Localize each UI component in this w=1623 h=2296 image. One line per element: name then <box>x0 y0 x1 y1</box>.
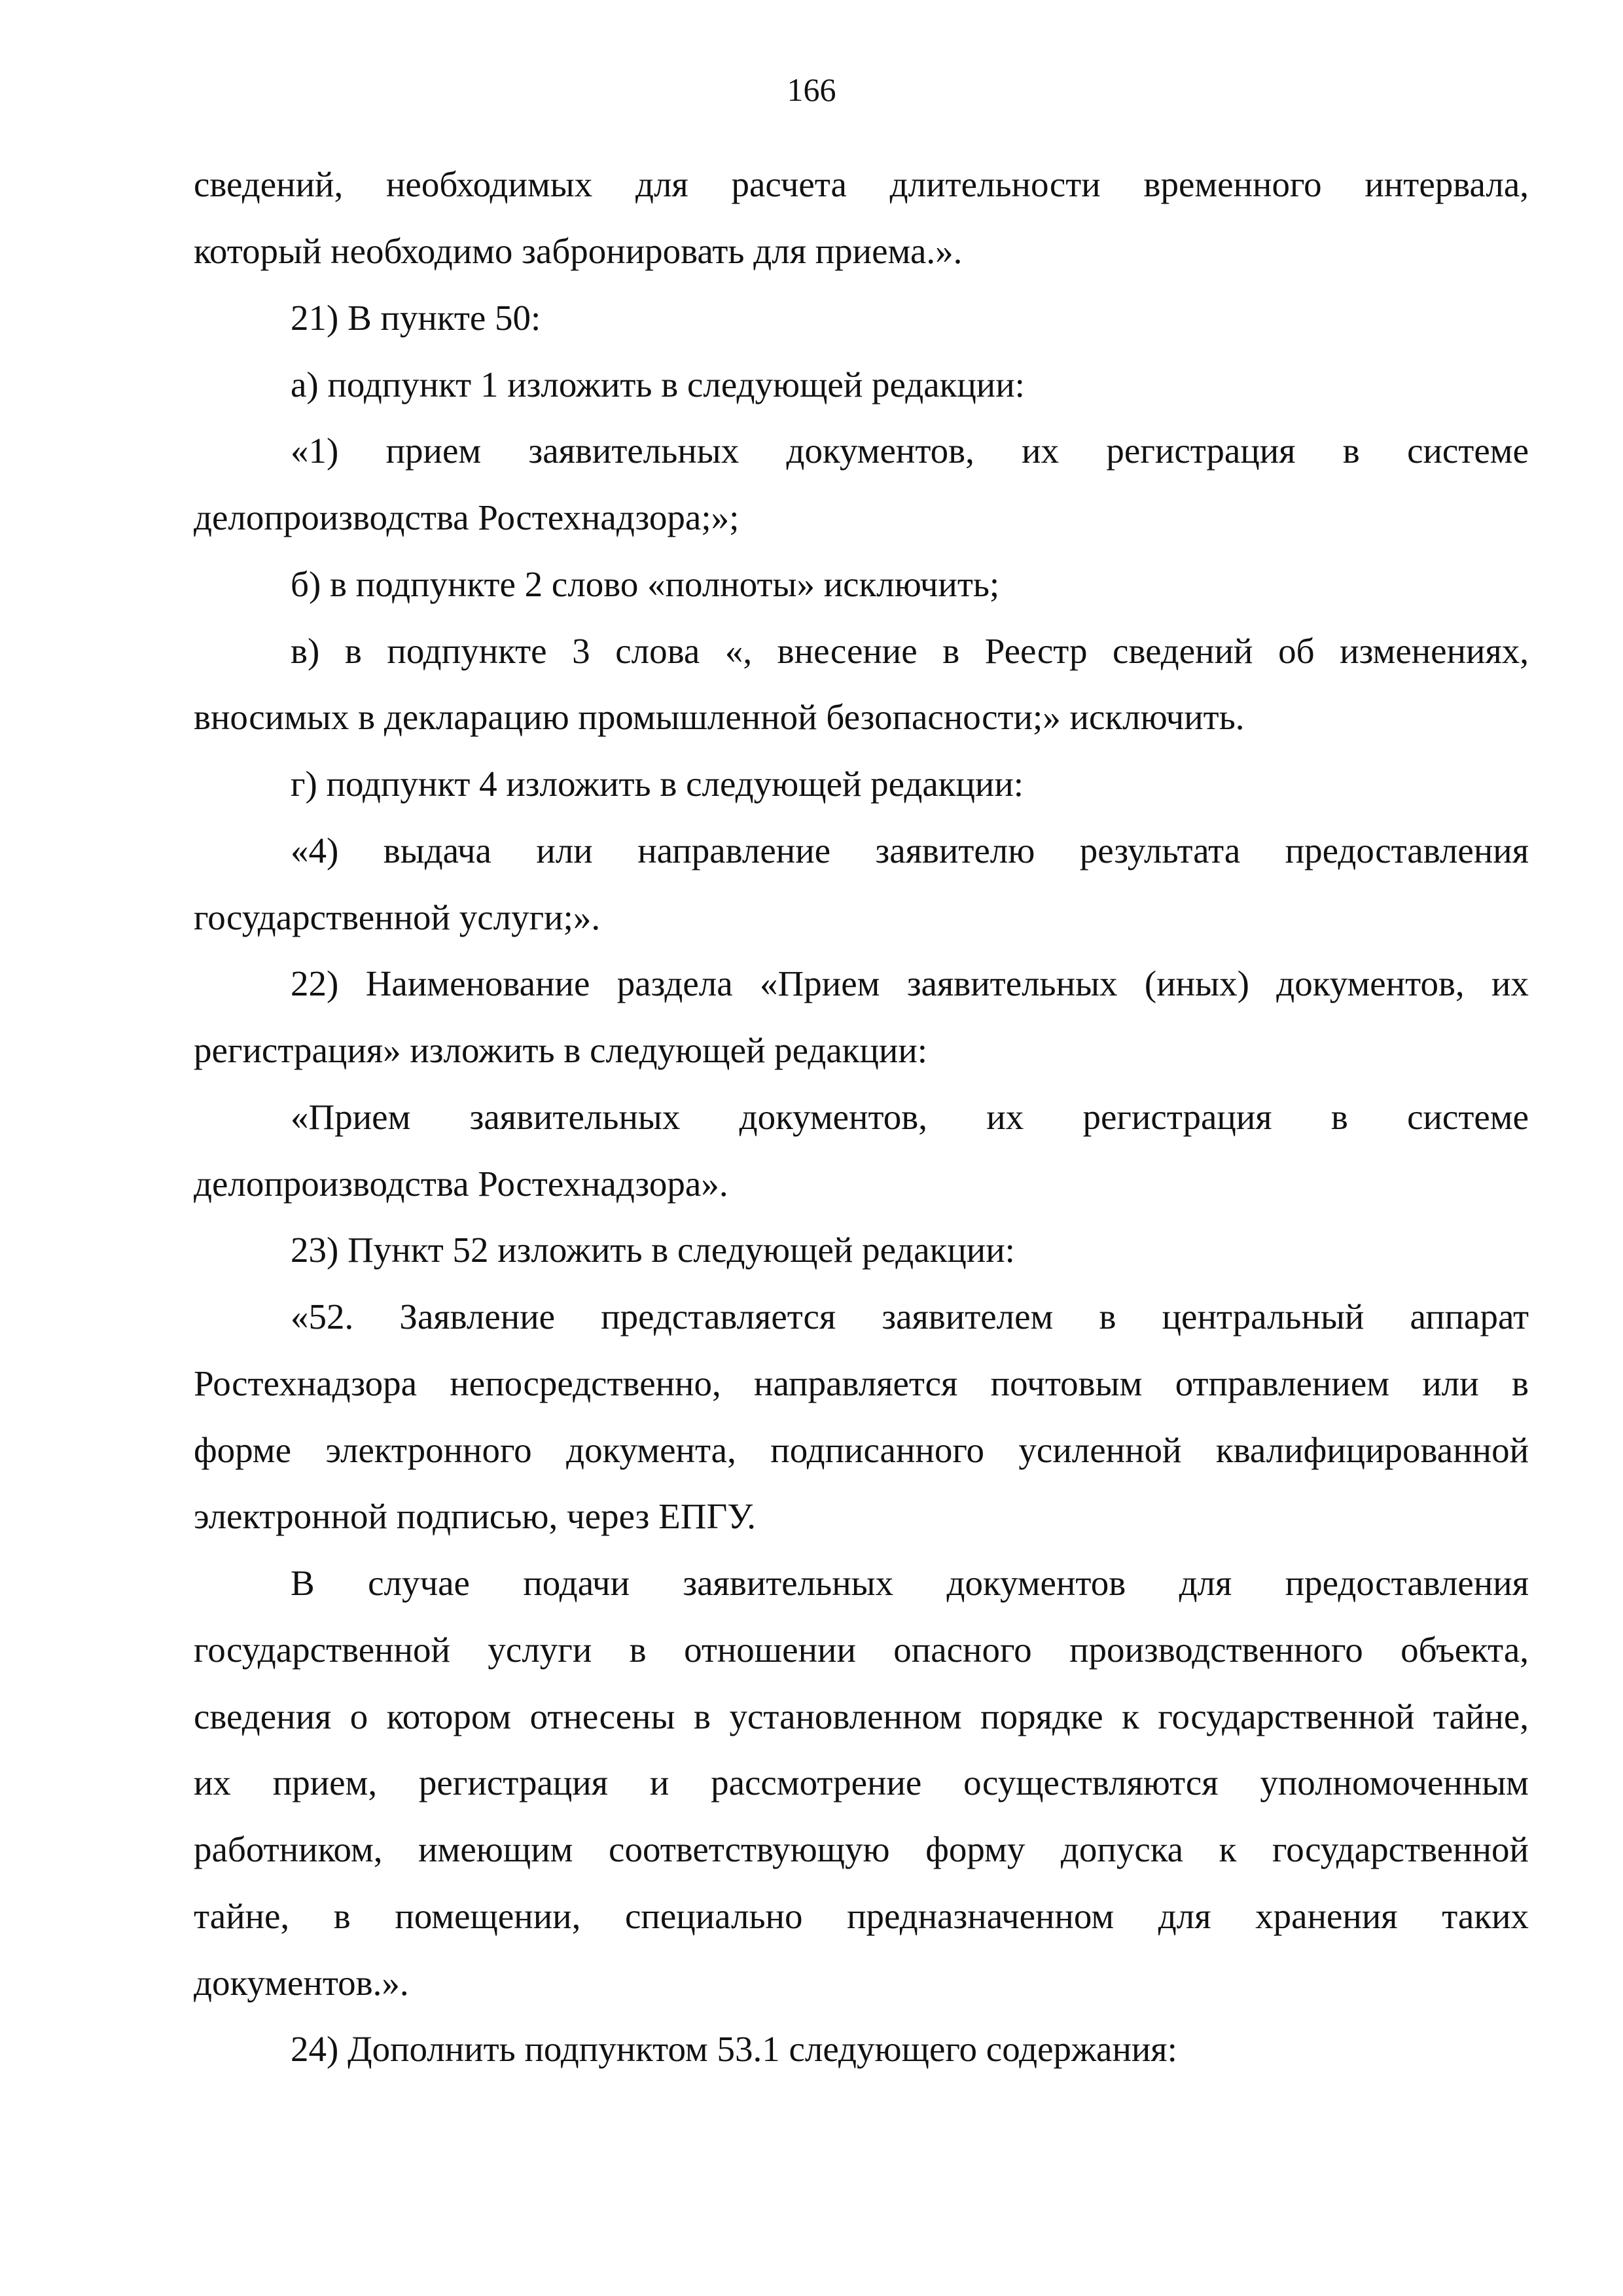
text-line: а) подпункт 1 изложить в следующей редакции: <box>291 365 1025 404</box>
text-line: работником, имеющим соответствующую форму допуска к государственной <box>194 1829 1529 1869</box>
text-line: сведения о котором отнесены в установленном порядке к государственной тайне, <box>194 1696 1529 1736</box>
text-line: государственной услуги;». <box>194 897 601 937</box>
text-line: электронной подписью, через ЕПГУ. <box>194 1496 756 1536</box>
text-line: Ростехнадзора непосредственно, направляется почтовым отправлением или в <box>194 1363 1529 1403</box>
text-line: г) подпункт 4 изложить в следующей редакции: <box>291 764 1024 804</box>
text-line: «4) выдача или направление заявителю результата предоставления <box>291 831 1529 870</box>
text-line: который необходимо забронировать для приема.». <box>194 231 963 271</box>
text-line: В случае подачи заявительных документов для предоставления <box>291 1563 1529 1603</box>
text-line: вносимых в декларацию промышленной безопасности;» исключить. <box>194 697 1245 737</box>
text-line: их прием, регистрация и рассмотрение осуществляются уполномоченным <box>194 1763 1529 1803</box>
text-line: «1) прием заявительных документов, их регистрация в системе <box>291 431 1529 471</box>
text-line: в) в подпункте 3 слова «, внесение в Реестр сведений об изменениях, <box>291 631 1529 671</box>
text-line: 23) Пункт 52 изложить в следующей редакции: <box>291 1230 1015 1270</box>
text-line: форме электронного документа, подписанного усиленной квалифицированной <box>194 1430 1529 1470</box>
text-line: делопроизводства Ростехнадзора». <box>194 1164 728 1204</box>
text-line: сведений, необходимых для расчета длительности временного интервала, <box>194 164 1529 204</box>
text-line: делопроизводства Ростехнадзора;»; <box>194 497 740 537</box>
text-line: 24) Дополнить подпунктом 53.1 следующего содержания: <box>291 2029 1177 2069</box>
text-line: б) в подпункте 2 слово «полноты» исключить; <box>291 564 1000 604</box>
text-line: государственной услуги в отношении опасного производственного объекта, <box>194 1630 1529 1670</box>
text-line: тайне, в помещении, специально предназначенном для хранения таких <box>194 1896 1529 1936</box>
text-line: 21) В пункте 50: <box>291 298 541 338</box>
text-line: «52. Заявление представляется заявителем в центральный аппарат <box>291 1297 1529 1336</box>
text-line: регистрация» изложить в следующей редакции: <box>194 1030 928 1070</box>
text-line: 22) Наименование раздела «Прием заявительных (иных) документов, их <box>291 963 1529 1003</box>
text-line: документов.». <box>194 1963 409 2003</box>
page-number: 166 <box>787 71 836 108</box>
text-line: «Прием заявительных документов, их регистрация в системе <box>291 1097 1529 1137</box>
